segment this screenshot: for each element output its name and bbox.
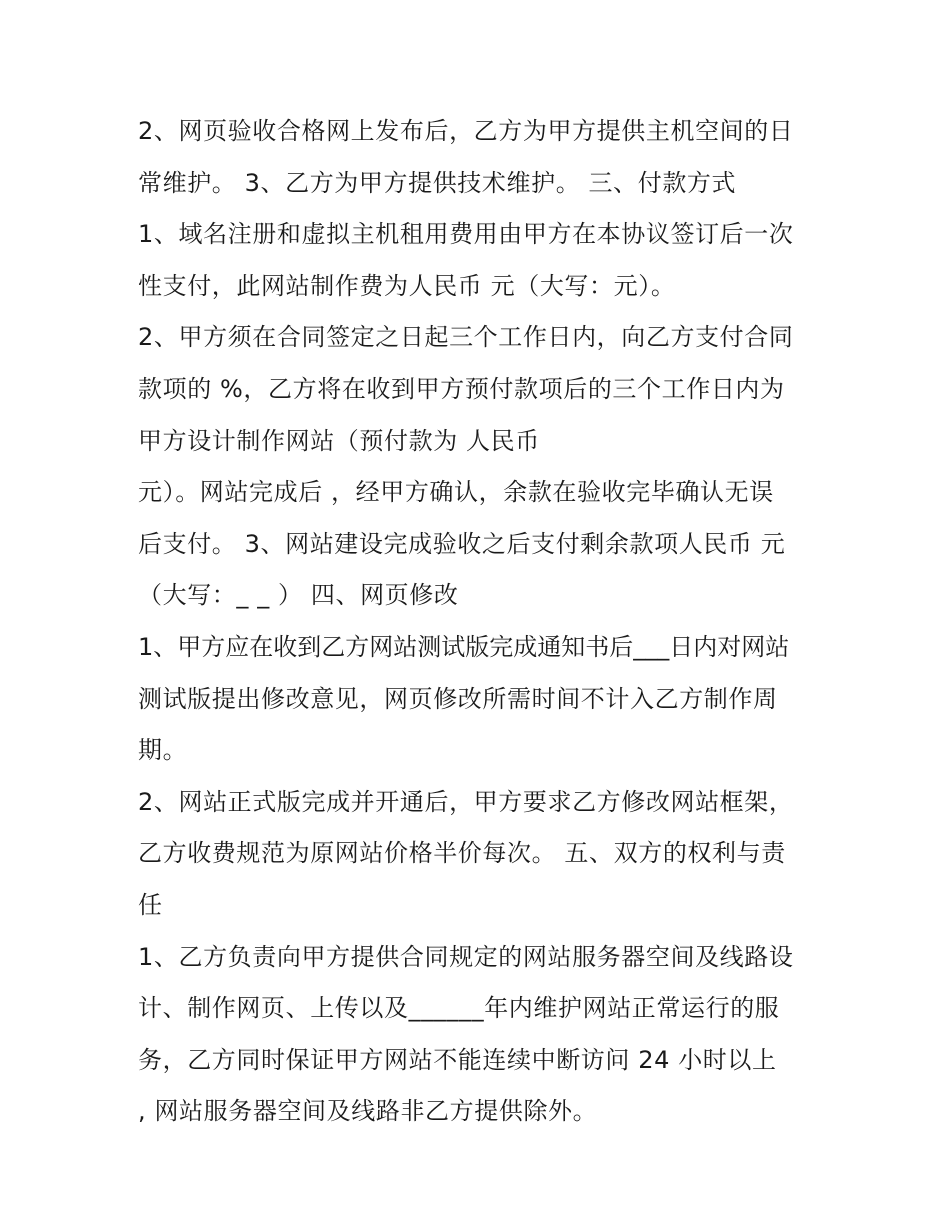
- text-line: 测试版提出修改意见，网页修改所需时间不计入乙方制作周: [138, 684, 778, 713]
- text-line: 后支付。 3、网站建设完成验收之后支付剩余款项人民币 元: [138, 529, 786, 558]
- text-line: 期。: [138, 736, 188, 765]
- text-line: 任: [138, 890, 163, 919]
- text-line: （大写：_ _ ） 四、网页修改: [138, 581, 459, 610]
- text-line: 1、域名注册和虚拟主机租用费用由甲方在本协议签订后一次: [138, 220, 794, 249]
- text-line: 常维护。 3、乙方为甲方提供技术维护。 三、付款方式: [138, 168, 737, 197]
- text-line: 乙方收费规范为原网站价格半价每次。 五、双方的权利与责: [138, 839, 786, 868]
- text-line: 2、甲方须在合同签定之日起三个工作日内，向乙方支付合同: [138, 323, 794, 352]
- text-line: 性支付，此网站制作费为人民币 元（大写：元）。: [138, 271, 676, 300]
- text-line: 元）。网站完成后 ，经甲方确认，余款在验收完毕确认无误: [138, 478, 774, 507]
- text-line: , 网站服务器空间及线路非乙方提供除外。: [138, 1097, 598, 1126]
- contract-text: [138, 106, 838, 1138]
- text-line: 计、制作网页、上传以及______年内维护网站正常运行的服: [138, 994, 780, 1023]
- text-line: 1、甲方应在收到乙方网站测试版完成通知书后___日内对网站: [138, 632, 790, 661]
- text-line: 务，乙方同时保证甲方网站不能连续中断访问 24 小时以上: [138, 1045, 777, 1074]
- text-line: 2、网页验收合格网上发布后，乙方为甲方提供主机空间的日: [138, 117, 794, 145]
- text-line: 甲方设计制作网站（预付款为 人民币: [138, 426, 540, 455]
- text-line: 1、乙方负责向甲方提供合同规定的网站服务器空间及线路设: [138, 942, 794, 971]
- text-line: 款项的 %，乙方将在收到甲方预付款项后的三个工作日内为: [138, 374, 785, 403]
- text-line: 2、网站正式版完成并开通后，甲方要求乙方修改网站框架，: [138, 787, 794, 816]
